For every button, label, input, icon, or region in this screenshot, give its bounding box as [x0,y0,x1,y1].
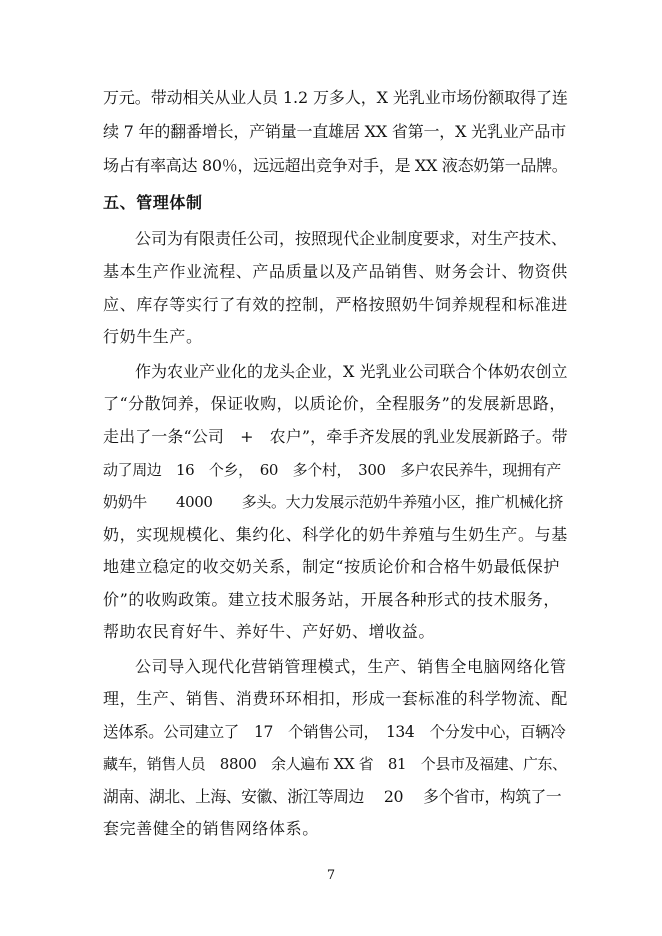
text-line: 套完善健全的销售网络体系。 [103,819,319,838]
text-line: 走出了一条“公司 + 农户”，牵手齐发展的乳业发展新路子。带 [103,427,568,446]
text-line: 应、库存等实行了有效的控制，严格按照奶牛饲养规程和标准进 [103,295,568,314]
text-line: 送体系。公司建立了 17 个销售公司， 134 个分发中心，百辆冷 [103,723,566,741]
text-line: 藏车，销售人员 8800 余人遍布 XX 省 81 个县市及福建、广东、 [103,755,567,773]
text-line: 公司为有限责任公司，按照现代企业制度要求，对生产技术、 [135,229,568,248]
text-line: 地建立稳定的收交奶关系，制定“按质论价和合格牛奶最低保护 [103,557,560,576]
text-line: 万元。带动相关从业人员 1.2 万多人，X 光乳业市场份额取得了连 [103,88,568,107]
page-number: 7 [326,868,336,883]
text-line: 帮助农民育好牛、养好牛、产好奶、增收益。 [103,622,436,641]
text-line: 作为农业产业化的龙头企业，X 光乳业公司联合个体奶农创立 [135,362,568,381]
section-heading: 五、管理体制 [103,193,203,212]
text-line: 公司导入现代化营销管理模式，生产、销售全电脑网络化管 [135,657,567,676]
text-line: 续 7 年的翻番增长，产销量一直雄居 XX 省第一，X 光乳业产品市 [103,122,566,141]
text-line: 奶，实现规模化、集约化、科学化的奶牛养殖与生奶生产。与基 [103,525,568,544]
text-line: 基本生产作业流程、产品质量以及产品销售、财务会计、物资供 [103,262,568,281]
text-line: 了“分散饲养，保证收购，以质论价，全程服务”的发展新思路， [103,394,566,413]
text-line: 奶奶牛 4000 多头。大力发展示范奶牛养殖小区，推广机械化挤 [103,493,563,511]
text-line: 场占有率高达 80％，远远超出竞争对手，是 XX 液态奶第一品牌。 [103,156,568,175]
text-line: 行奶牛生产。 [103,327,203,346]
text-line: 理，生产、销售、消费环环相扣，形成一套标准的科学物流、配 [103,689,568,708]
text-line: 价”的收购政策。建立技术服务站，开展各种形式的技术服务， [103,590,560,609]
text-line: 动了周边 16 个乡， 60 多个村， 300 多户农民养牛，现拥有产 [103,461,561,479]
text-line: 湖南、湖北、上海、安徽、浙江等周边 20 多个省市，构筑了一 [103,787,562,806]
